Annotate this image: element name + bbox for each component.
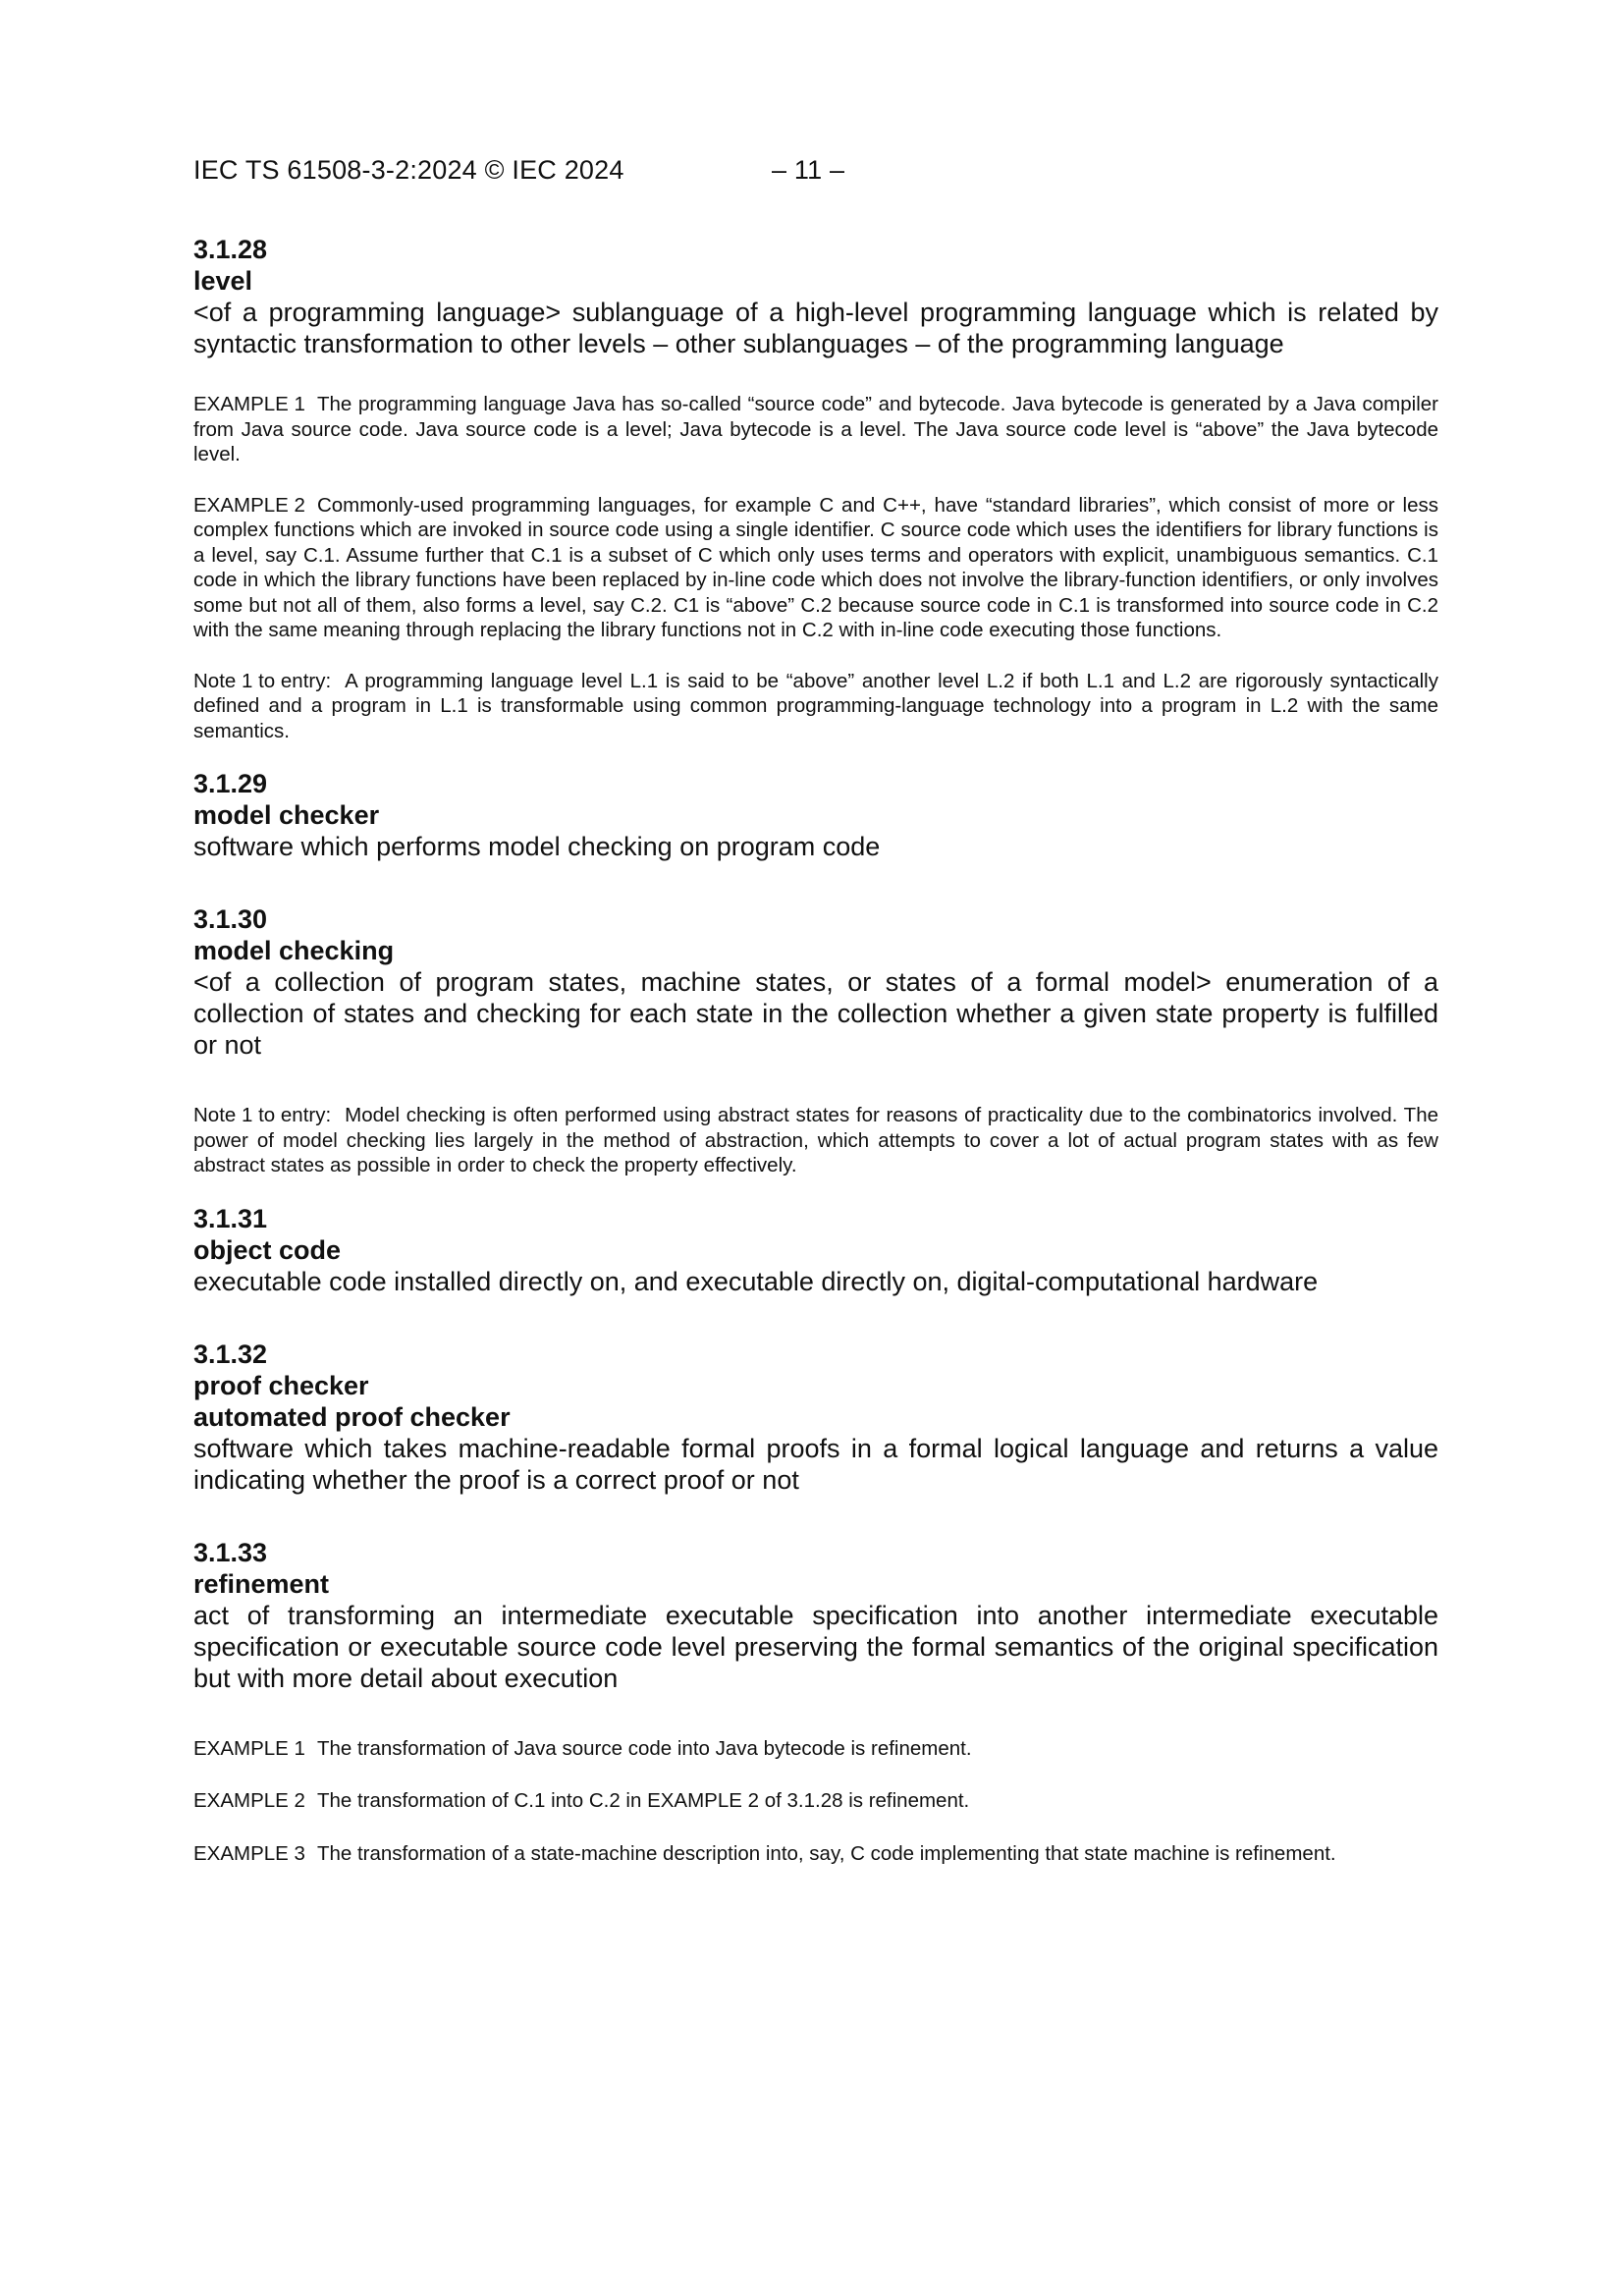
entry-number: 3.1.30 <box>193 904 268 934</box>
entry-note <box>193 1103 1438 1178</box>
entry-note <box>193 669 1438 744</box>
entry-definition: executable code installed directly on, and executable directly on, digital-computational hardware <box>193 1266 1319 1296</box>
example-label: EXAMPLE 2 <box>193 493 305 517</box>
note-text: A programming language level L.1 is said to be “above” another level L.2 if both L.1 and L.2 are rigorously syntactically defined and a program in L.1 is transformable using common programming-language technology into a program in L.2 with the same semantics. <box>193 669 1438 742</box>
entry-number: 3.1.33 <box>193 1537 268 1567</box>
entry-definition: <of a collection of program states, machine states, or states of a formal model> enumeration of a collection of states and checking for each state in the collection whether a given state property is fulfilled or not <box>193 967 1438 1060</box>
term-entry-3-1-32 <box>193 1339 1438 1496</box>
example-text: The transformation of a state-machine description into, say, C code implementing that state machine is refinement. <box>316 1841 1336 1865</box>
entry-number: 3.1.29 <box>193 769 268 798</box>
entry-term: level <box>193 266 253 296</box>
term-entry-3-1-31 <box>193 1203 1438 1297</box>
example-label: EXAMPLE 1 <box>193 1736 305 1760</box>
entry-term: object code <box>193 1234 342 1265</box>
example-text: The transformation of C.1 into C.2 in EXAMPLE 2 of 3.1.28 is refinement. <box>316 1789 970 1812</box>
terms-content <box>193 234 1438 1866</box>
term-entry-3-1-30 <box>193 903 1438 1178</box>
note-label: Note 1 to entry: <box>193 1104 332 1126</box>
entry-example <box>193 493 1438 643</box>
note-text: Model checking is often performed using abstract states for reasons of practicality due to the combinatorics involved. The power of model checking lies largely in the method of abstraction, which attempts to cover a lot of actual program states with as few abstract states as possible in order to check the property effectively. <box>193 1104 1438 1176</box>
entry-example <box>193 1788 1438 1814</box>
example-label: EXAMPLE 2 <box>193 1789 305 1812</box>
term-entry-3-1-28 <box>193 234 1438 743</box>
entry-example <box>193 392 1438 467</box>
entry-example <box>193 1736 1438 1762</box>
entry-term: proof checker <box>193 1370 369 1400</box>
note-label: Note 1 to entry: <box>193 669 332 692</box>
entry-term: refinement <box>193 1568 330 1599</box>
term-entry-3-1-33 <box>193 1537 1438 1867</box>
entry-number: 3.1.28 <box>193 235 268 264</box>
example-label: EXAMPLE 3 <box>193 1841 305 1865</box>
running-header <box>193 155 845 186</box>
example-text: Commonly-used programming languages, for example C and C++, have “standard libraries”, which consist of more or less complex functions which are invoked in source code using a single identifier. C source code which uses the identifiers for library functions is a level, say C.1. Assume further that C.1 is a subset of C which only uses terms and operators with explicit, unambiguous semantics. C.1 code in which the library functions have been replaced by in-line code which does not involve the library-function identifiers, or only involves some but not all of them, also forms a level, say C.2. C1 is “above” C.2 because source code in C.1 is transformed into source code in C.2 with the same meaning through replacing the library functions not in C.2 with in-line code executing those functions. <box>193 493 1438 641</box>
entry-term: model checking <box>193 936 395 965</box>
entry-number: 3.1.32 <box>193 1339 268 1369</box>
entry-number: 3.1.31 <box>193 1203 268 1233</box>
entry-definition: act of transforming an intermediate executable specification into another intermediate executable specification or executable source code level preserving the formal semantics of the original specification but with more detail about execution <box>193 1600 1438 1693</box>
page-number: – 11 – <box>772 155 845 185</box>
entry-term: model checker <box>193 800 380 830</box>
entry-term-alternative: automated proof checker <box>193 1401 511 1432</box>
entry-definition: software which takes machine-readable formal proofs in a formal logical language and returns a value indicating whether the proof is a correct proof or not <box>193 1433 1438 1495</box>
entry-example <box>193 1841 1438 1867</box>
example-text: The programming language Java has so-called “source code” and bytecode. Java bytecode is generated by a Java compiler from Java source code. Java source code is a level; Java bytecode is a level. The Java source code level is “above” the Java bytecode level. <box>193 393 1438 465</box>
document-id: IEC TS 61508-3-2:2024 © IEC 2024 <box>193 155 624 185</box>
entry-definition: <of a programming language> sublanguage of a high-level programming language which is related by syntactic transformation to other levels – other sublanguages – of the programming language <box>193 298 1438 358</box>
example-label: EXAMPLE 1 <box>193 393 305 415</box>
term-entry-3-1-29 <box>193 768 1438 862</box>
entry-definition: software which performs model checking on program code <box>193 832 881 861</box>
example-text: The transformation of Java source code into Java bytecode is refinement. <box>316 1736 972 1760</box>
